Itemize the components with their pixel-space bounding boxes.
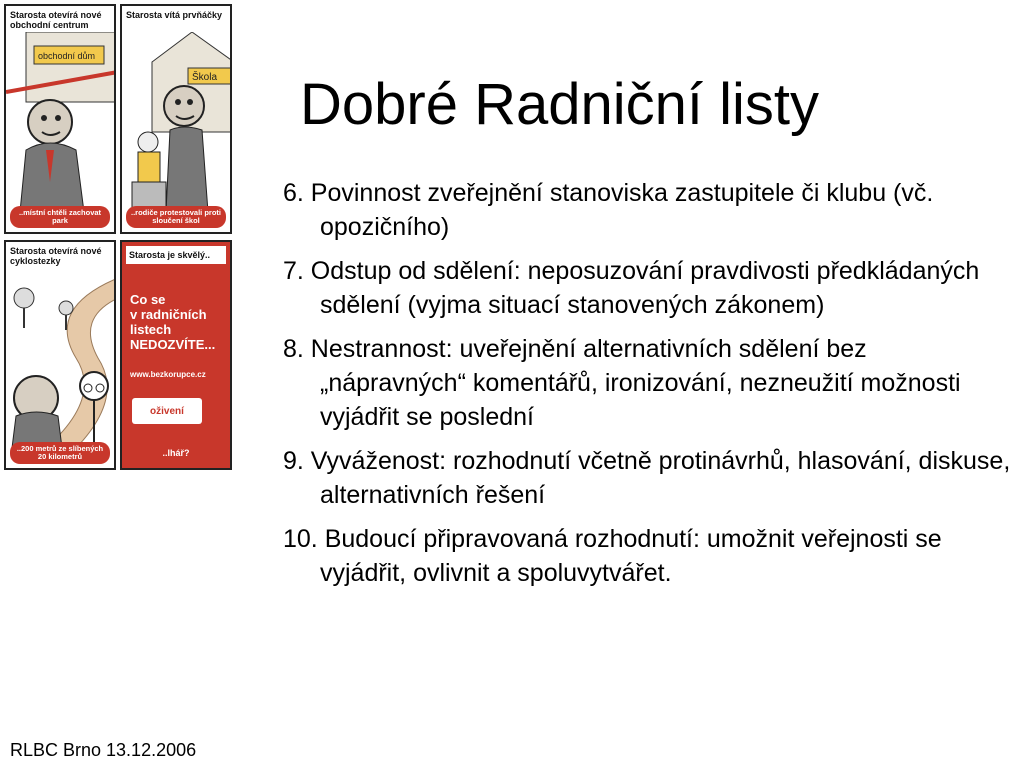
panel-caption: Starosta otevírá nové obchodní centrum <box>10 10 102 30</box>
promo-text <box>130 292 226 352</box>
list-item: 6. Povinnost zveřejnění stanoviska zastupitele či klubu (vč. opozičního) <box>283 179 934 241</box>
panel-footer: ..lhář? <box>162 448 190 458</box>
comic-panel-shopping-center <box>4 4 116 234</box>
panel-caption: Starosta vítá prvňáčky <box>126 10 223 20</box>
cycle-path-drawing <box>6 268 116 448</box>
shop-sign: obchodní dům <box>38 51 96 61</box>
panel-caption: Starosta otevírá nové cyklostezky <box>10 246 102 266</box>
comic-panel-cycle-path <box>4 240 116 470</box>
panel-footer: ..200 metrů ze slíbených 20 kilometrů <box>10 442 110 464</box>
promo-line: v radničních <box>130 307 207 322</box>
slide-footer: RLBC Brno 13.12.2006 <box>10 740 197 760</box>
promo-line: listech <box>130 322 172 337</box>
promo-url: www.bezkorupce.cz <box>130 370 206 379</box>
panel-caption: Starosta je skvělý.. <box>129 250 211 260</box>
list-item: 7. Odstup od sdělení: neposuzování pravdivosti předkládaných sdělení (vyjma situací stanovených zákonem) <box>283 257 980 319</box>
comic-panel-promo <box>120 240 232 470</box>
list-item: 8. Nestrannost: uveřejnění alternativních sdělení bez „nápravných“ komentářů, ironizování, nezneužití možnosti vyjádřit se poslední <box>283 335 961 431</box>
panel-footer: ..rodiče protestovali proti sloučení škol <box>126 206 226 228</box>
mayor-greeting-pupils-drawing <box>122 32 232 212</box>
comic-strip-illustration <box>4 4 234 472</box>
panel-caption-box <box>126 246 226 264</box>
list-item: 9. Vyváženost: rozhodnutí včetně protinávrhů, hlasování, diskuse, alternativních řešení <box>283 447 1011 509</box>
principles-list <box>283 176 1013 600</box>
slide-title: Dobré Radniční listy <box>300 72 819 137</box>
panel-footer: ..místní chtěli zachovat park <box>10 206 110 228</box>
school-sign: Škola <box>192 72 218 83</box>
comic-panel-school <box>120 4 232 234</box>
promo-line: NEDOZVÍTE... <box>130 337 216 352</box>
ozivení-logo: oživení <box>132 398 202 424</box>
promo-line: Co se <box>130 292 166 307</box>
mayor-ribbon-cutting-drawing <box>6 32 116 212</box>
list-item: 10. Budoucí připravovaná rozhodnutí: umožnit veřejnosti se vyjádřit, ovlivnit a spoluvytvářet. <box>283 525 942 587</box>
